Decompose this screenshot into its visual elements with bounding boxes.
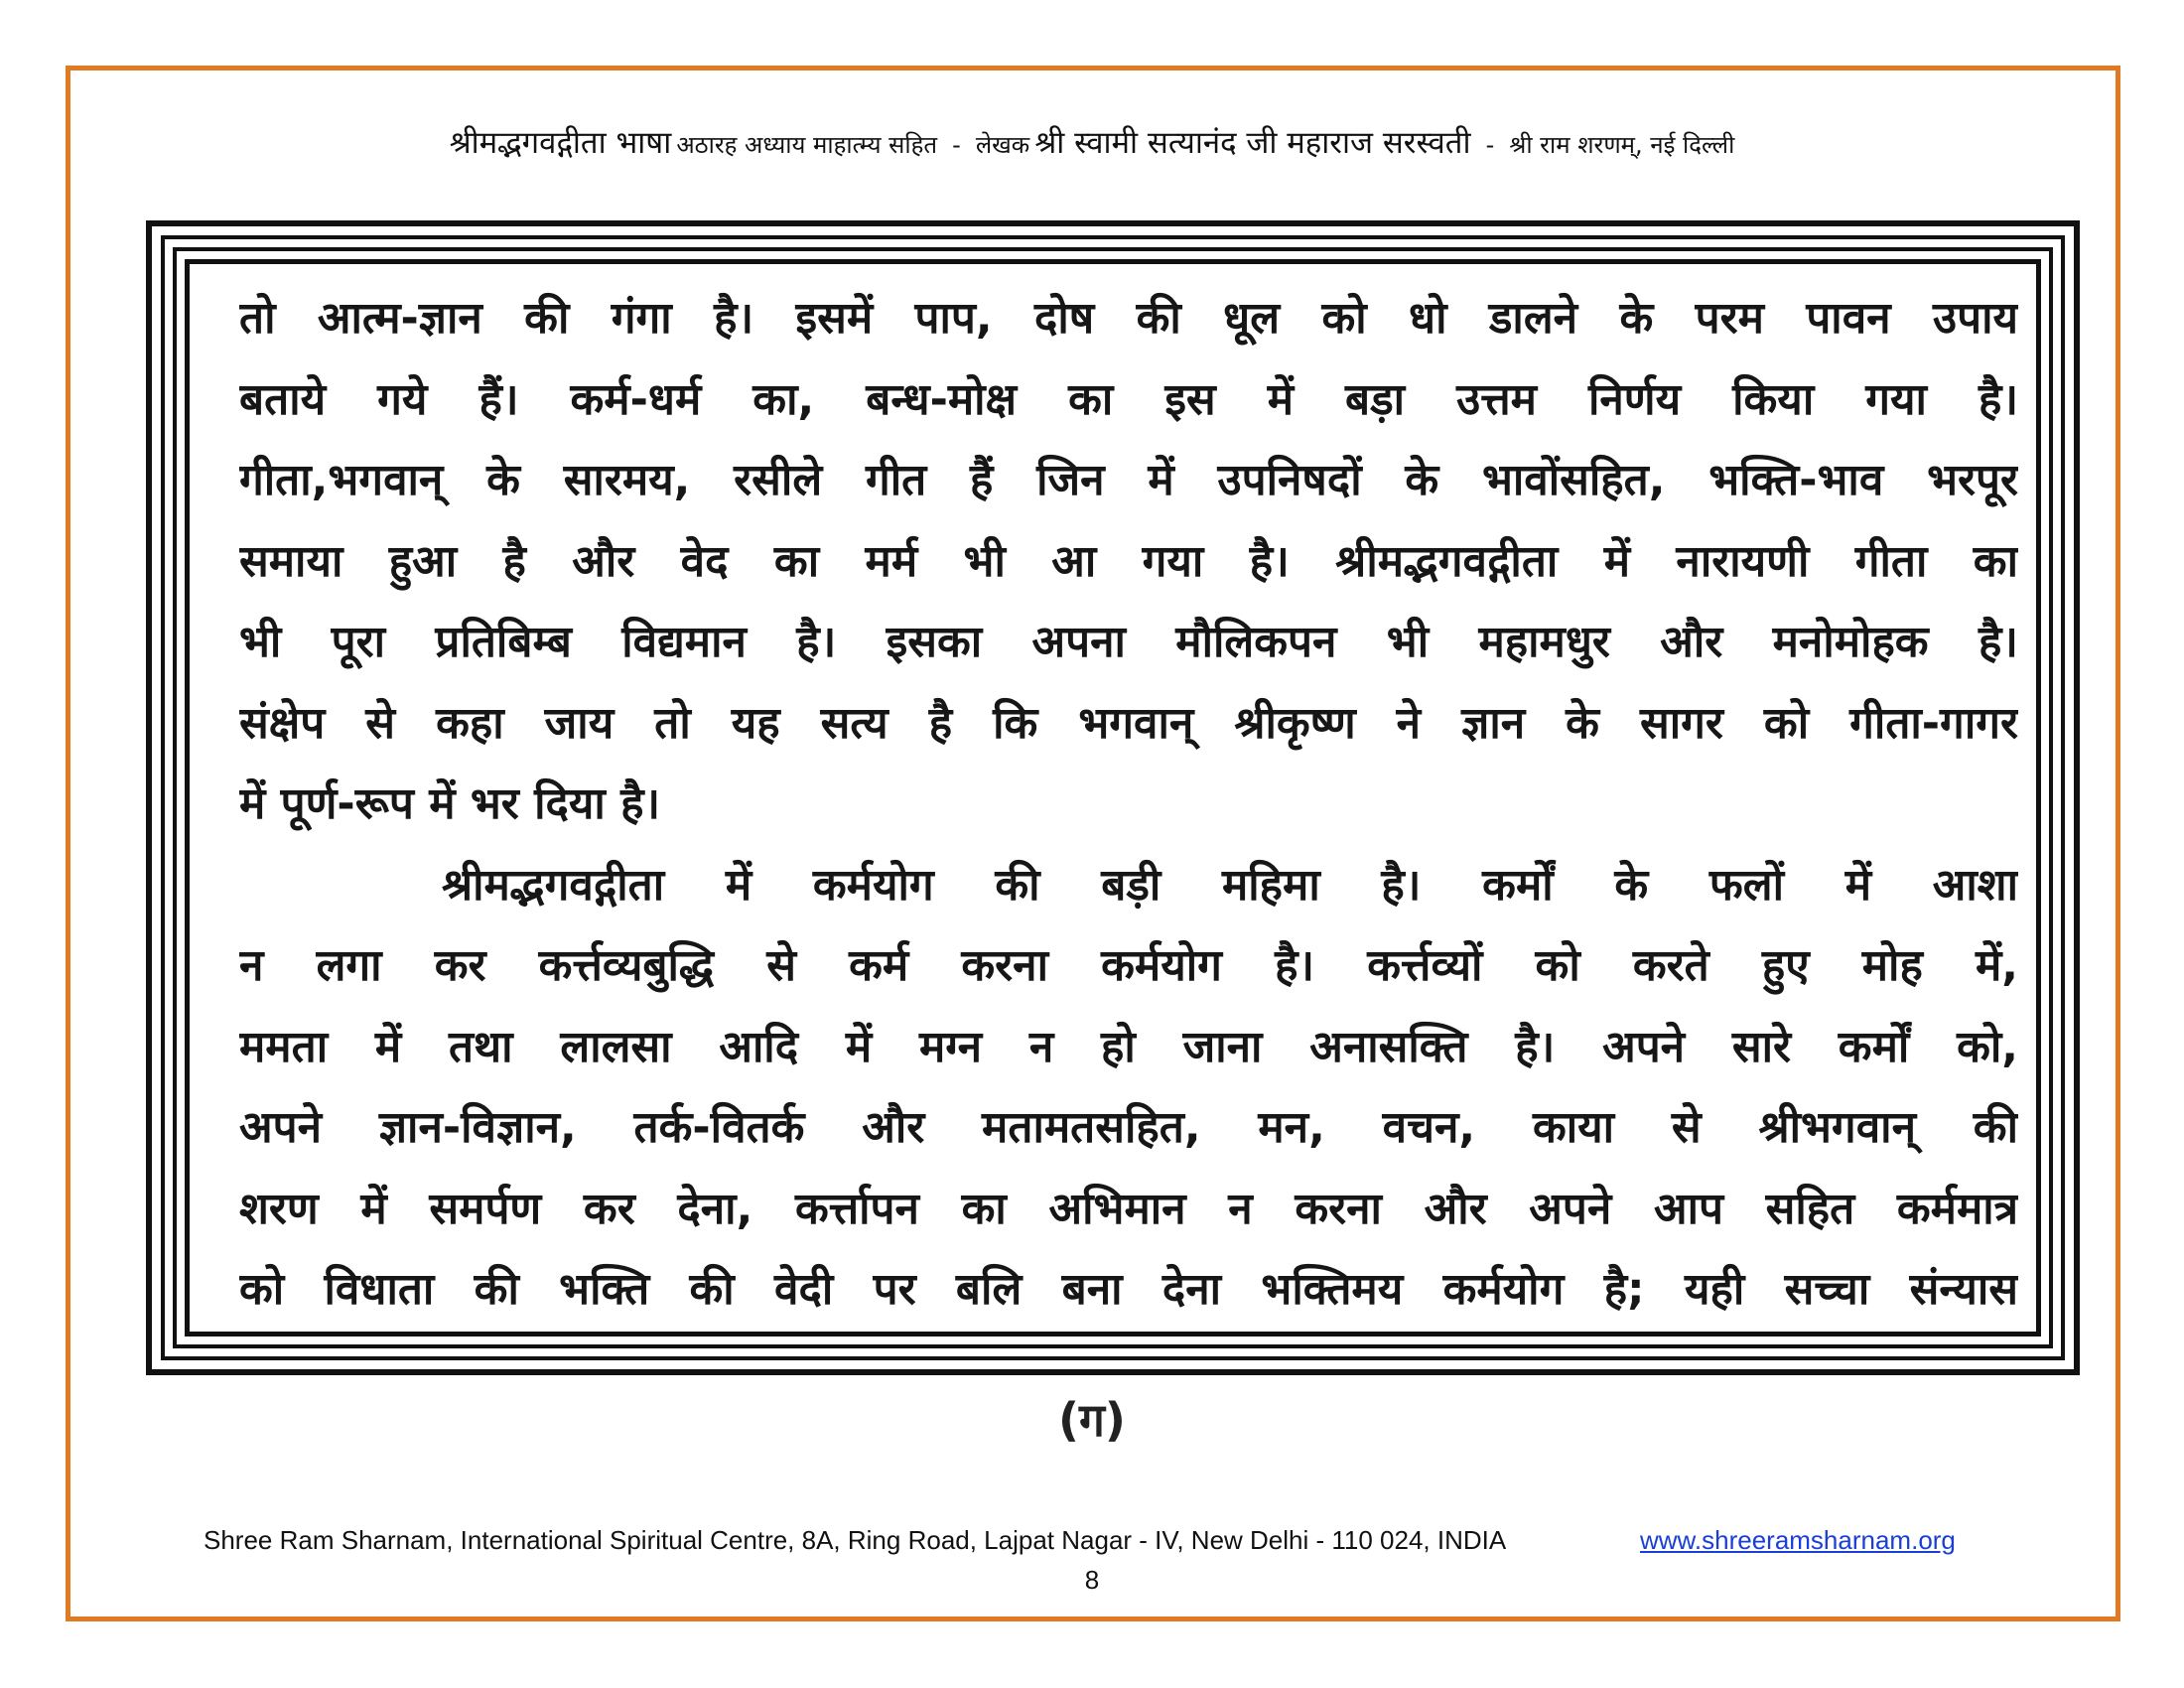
text-line: ममता में तथा लालसा आदि में मग्न न हो जाना अनासक्ति है। अपने सारे कर्मों को, [239,1021,2018,1072]
text-line: श्रीमद्भगवद्गीता में कर्मयोग की बड़ी महिमा है। कर्मों के फलों में आशा [442,859,2018,911]
text-line: समाया हुआ है और वेद का मर्म भी आ गया है। श्रीमद्भगवद्गीता में नारायणी गीता का [239,535,2018,587]
website-link[interactable]: www.shreeramsharnam.org [1640,1525,1956,1555]
hindi-body-text [239,278,2018,1331]
page-header [99,117,2085,174]
publisher-name: श्री राम शरणम्, नई दिल्ली [1509,131,1735,159]
hindi-page-marker: (ग) [1058,1393,1126,1447]
text-line: संक्षेप से कहा जाय तो यह सत्य है कि भगवान् श्रीकृष्ण ने ज्ञान के सागर को गीता-गागर [239,697,2018,749]
header-separator: - [952,131,961,159]
text-line: बताये गये हैं। कर्म-धर्म का, बन्ध-मोक्ष का इस में बड़ा उत्तम निर्णय किया गया है। [239,373,2018,425]
scanned-text-frame [146,220,2080,1375]
text-line: न लगा कर कर्त्तव्यबुद्धि से कर्म करना कर्मयोग है। कर्त्तव्यों को करते हुए मोह में, [239,940,2018,991]
text-line: गीता,भगवान् के सारमय, रसीले गीत हैं जिन में उपनिषदों के भावोंसहित, भक्ति-भाव भरपूर [239,455,2018,505]
text-line: में पूर्ण-रूप में भर दिया है। [239,778,661,829]
page-number: 8 [1084,1565,1100,1595]
header-separator: - [1485,131,1495,159]
footer-address: Shree Ram Sharnam, International Spiritual Centre, 8A, Ring Road, Lajpat Nagar - IV, New Delhi - 110 024, INDIA [204,1525,1507,1555]
author-label: लेखक [975,131,1030,159]
text-line: तो आत्म-ज्ञान की गंगा है। इसमें पाप, दोष की धूल को धो डालने के परम पावन उपाय [239,293,2018,344]
book-subtitle: अठारह अध्याय माहात्म्य सहित [676,131,938,159]
text-line: को विधाता की भक्ति की वेदी पर बलि बना देना भक्तिमय कर्मयोग है; यही सच्चा संन्यास [239,1264,2018,1315]
author-name: श्री स्वामी सत्यानंद जी महाराज सरस्वती [1034,125,1471,161]
book-title: श्रीमद्भगवद्गीता भाषा [449,125,672,161]
text-line: अपने ज्ञान-विज्ञान, तर्क-वितर्क और मतामतसहित, मन, वचन, काया से श्रीभगवान् की [239,1102,2018,1153]
text-line: शरण में समर्पण कर देना, कर्त्तापन का अभिमान न करना और अपने आप सहित कर्ममात्र [239,1183,2018,1234]
text-line: भी पूरा प्रतिबिम्ब विद्यमान है। इसका अपना मौलिकपन भी महामधुर और मनोमोहक है। [239,617,2018,667]
